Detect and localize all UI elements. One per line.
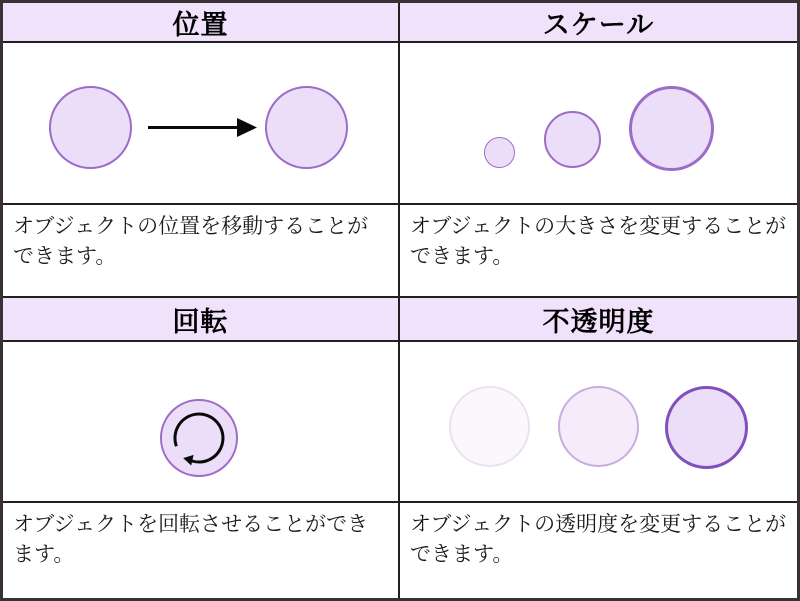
opacity-circle-full — [665, 386, 748, 469]
rotation-illustration-cell — [3, 342, 400, 503]
rotate-clockwise-icon — [169, 408, 229, 468]
scale-description-cell — [400, 205, 797, 298]
opacity-header-cell — [400, 298, 797, 342]
opacity-illustration-cell — [400, 342, 797, 503]
rotation-description: オブジェクトを回転させることができます。 — [13, 513, 369, 566]
opacity-circle-medium — [558, 386, 639, 467]
scale-illustration-cell — [400, 43, 797, 205]
arrow-right-icon — [145, 113, 259, 143]
position-header-label: 位置 — [172, 9, 229, 40]
scale-circle-small — [484, 137, 515, 168]
scale-description: オブジェクトの大きさを変更することができます。 — [410, 215, 787, 268]
opacity-description-cell — [400, 503, 797, 598]
opacity-description: オブジェクトの透明度を変更することができます。 — [410, 513, 787, 566]
position-illustration-cell — [3, 43, 400, 205]
position-description: オブジェクトの位置を移動することができます。 — [13, 215, 369, 268]
rotation-description-cell — [3, 503, 400, 598]
position-description-cell — [3, 205, 400, 298]
scale-circle-large — [629, 86, 714, 171]
scale-header-label: スケール — [542, 9, 655, 40]
rotation-header-cell — [3, 298, 400, 342]
position-circle-start — [49, 86, 132, 169]
scale-header-cell — [400, 3, 797, 43]
position-circle-end — [265, 86, 348, 169]
scale-circle-medium — [544, 111, 601, 168]
opacity-circle-faint — [449, 386, 530, 467]
rotation-header-label: 回転 — [172, 306, 229, 337]
opacity-header-label: 不透明度 — [542, 306, 655, 337]
position-header-cell — [3, 3, 400, 43]
